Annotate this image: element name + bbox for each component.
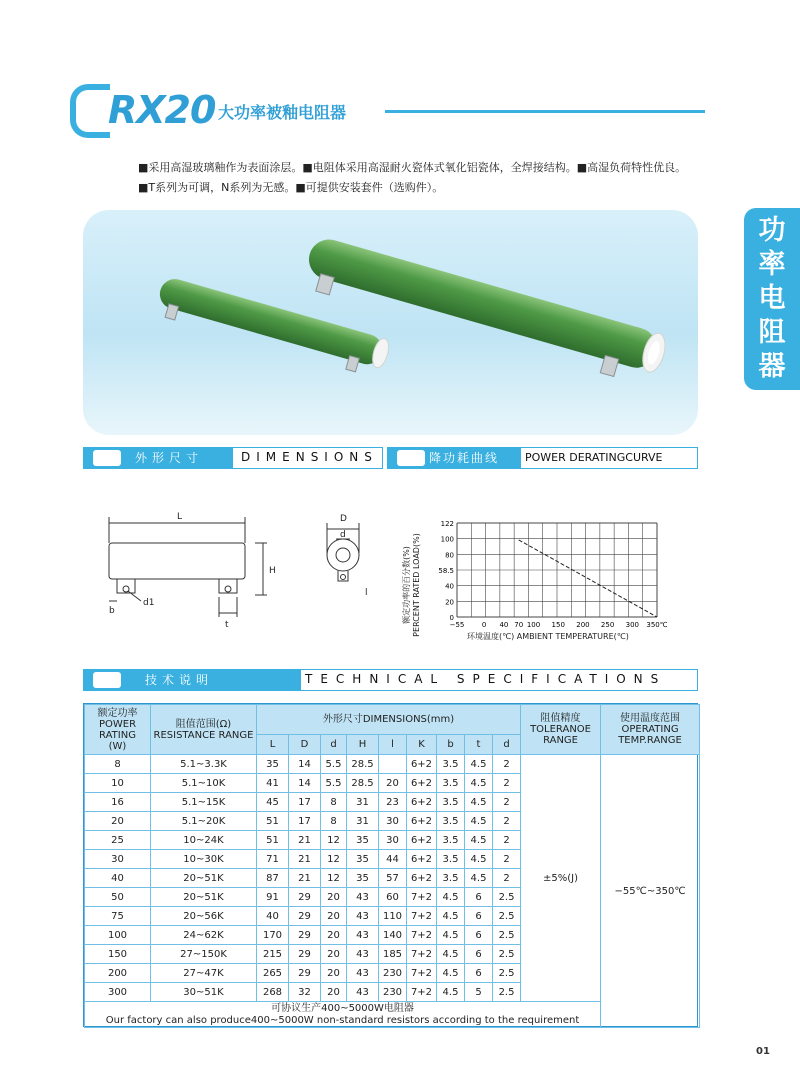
table-cell: 6 bbox=[465, 926, 493, 945]
chart-grid bbox=[457, 523, 657, 617]
table-cell: 230 bbox=[379, 964, 407, 983]
header-resistance: 阻值范围(Ω) RESISTANCE RANGE bbox=[151, 705, 257, 755]
table-cell: 20 bbox=[85, 812, 151, 831]
table-cell: 20 bbox=[321, 964, 347, 983]
header-dim-col: K bbox=[407, 735, 437, 755]
table-cell: 230 bbox=[379, 983, 407, 1002]
table-cell: 3.5 bbox=[437, 812, 465, 831]
section-marker bbox=[93, 450, 121, 466]
resistor-illustration bbox=[83, 210, 698, 435]
y-tick-label: 122 bbox=[440, 520, 454, 528]
header-dim-col: d bbox=[493, 735, 521, 755]
x-tick-label: 100 bbox=[526, 621, 541, 629]
derating-section-bar bbox=[387, 447, 698, 469]
table-cell: 5.1~15K bbox=[151, 793, 257, 812]
table-cell: 4.5 bbox=[465, 755, 493, 774]
table-cell: 12 bbox=[321, 869, 347, 888]
header-rule bbox=[385, 110, 705, 113]
table-note bbox=[85, 1002, 601, 1028]
table-cell: 6 bbox=[465, 964, 493, 983]
table-cell: 20 bbox=[321, 907, 347, 926]
x-tick-label: 250 bbox=[600, 621, 615, 629]
table-cell: 40 bbox=[85, 869, 151, 888]
chart-xlabel: 环境温度(℃) AMBIENT TEMPERATURE(℃) bbox=[467, 632, 629, 641]
table-cell: 10 bbox=[85, 774, 151, 793]
table-cell: 16 bbox=[85, 793, 151, 812]
label-L: L bbox=[177, 512, 183, 522]
table-cell: 4.5 bbox=[437, 964, 465, 983]
table-cell: 2 bbox=[493, 869, 521, 888]
section-marker bbox=[93, 672, 121, 688]
tolerance-value: ±5%(J) bbox=[521, 755, 601, 1002]
note-cn: 可协议生产400~5000W电阻器 bbox=[271, 1002, 414, 1014]
table-cell: 28.5 bbox=[347, 774, 379, 793]
table-cell: 6+2 bbox=[407, 831, 437, 850]
table-cell: 100 bbox=[85, 926, 151, 945]
table-cell: 20~51K bbox=[151, 869, 257, 888]
product-photo bbox=[83, 210, 698, 435]
table-cell: 3.5 bbox=[437, 774, 465, 793]
chart-y-ticks bbox=[438, 520, 454, 622]
header-temp: 使用温度范围 OPERATING TEMP.RANGE bbox=[601, 705, 700, 755]
side-tab-char: 功 bbox=[758, 215, 786, 246]
table-cell: 20 bbox=[321, 926, 347, 945]
table-cell: 5.5 bbox=[321, 774, 347, 793]
table-cell: 5.5 bbox=[321, 755, 347, 774]
table-cell: 14 bbox=[289, 755, 321, 774]
table-cell: 21 bbox=[289, 831, 321, 850]
chart-x-ticks bbox=[450, 621, 668, 629]
table-cell: 4.5 bbox=[465, 793, 493, 812]
y-tick-label: 0 bbox=[449, 614, 454, 622]
table-cell: 6+2 bbox=[407, 793, 437, 812]
derating-title-cn: 降功耗曲线 bbox=[429, 451, 500, 465]
side-tab-char: 电 bbox=[758, 283, 786, 314]
chart-series bbox=[519, 540, 657, 617]
table-cell: 31 bbox=[347, 812, 379, 831]
table-cell: 7+2 bbox=[407, 945, 437, 964]
header-dim-col: D bbox=[289, 735, 321, 755]
table-cell: 6+2 bbox=[407, 774, 437, 793]
table-cell: 2.5 bbox=[493, 945, 521, 964]
table-cell: 4.5 bbox=[437, 888, 465, 907]
table-cell: 2.5 bbox=[493, 926, 521, 945]
table-row bbox=[85, 755, 700, 774]
header-dim-col: t bbox=[465, 735, 493, 755]
table-cell: 2 bbox=[493, 774, 521, 793]
table-cell bbox=[379, 755, 407, 774]
table-cell: 4.5 bbox=[437, 945, 465, 964]
table-cell: 43 bbox=[347, 945, 379, 964]
side-tab-char: 率 bbox=[758, 249, 786, 280]
table-cell: 14 bbox=[289, 774, 321, 793]
table-cell: 4.5 bbox=[437, 926, 465, 945]
section-marker bbox=[397, 450, 425, 466]
table-cell: 3.5 bbox=[437, 869, 465, 888]
table-cell: 27~47K bbox=[151, 964, 257, 983]
table-cell: 2.5 bbox=[493, 888, 521, 907]
table-cell: 215 bbox=[257, 945, 289, 964]
dimensions-section-bar bbox=[83, 447, 383, 469]
table-cell: 265 bbox=[257, 964, 289, 983]
table-cell: 4.5 bbox=[465, 850, 493, 869]
table-cell: 20 bbox=[321, 888, 347, 907]
table-cell: 20 bbox=[321, 945, 347, 964]
resistor-side-view bbox=[109, 543, 245, 579]
table-cell: 40 bbox=[257, 907, 289, 926]
table-cell: 51 bbox=[257, 812, 289, 831]
table-cell: 20 bbox=[379, 774, 407, 793]
temp-range-value: −55℃~350℃ bbox=[601, 755, 700, 1028]
table-cell: 3.5 bbox=[437, 831, 465, 850]
x-tick-label: 0 bbox=[481, 621, 487, 629]
table-cell: 25 bbox=[85, 831, 151, 850]
table-cell: 2.5 bbox=[493, 983, 521, 1002]
y-tick-label: 40 bbox=[445, 582, 454, 591]
table-cell: 7+2 bbox=[407, 964, 437, 983]
table-cell: 23 bbox=[379, 793, 407, 812]
table-cell: 51 bbox=[257, 831, 289, 850]
side-tab-char: 器 bbox=[758, 351, 786, 382]
table-cell: 6+2 bbox=[407, 755, 437, 774]
y-tick-label: 58.5 bbox=[438, 567, 454, 575]
table-cell: 20 bbox=[321, 983, 347, 1002]
table-cell: 12 bbox=[321, 831, 347, 850]
table-cell: 29 bbox=[289, 964, 321, 983]
bullet-line-2: ■T系列为可调，N系列为无感。■可提供安装套件（选购件）。 bbox=[138, 181, 444, 194]
table-cell: 30~51K bbox=[151, 983, 257, 1002]
table-cell: 43 bbox=[347, 907, 379, 926]
table-cell: 4.5 bbox=[465, 774, 493, 793]
table-cell: 6+2 bbox=[407, 850, 437, 869]
y-tick-label: 80 bbox=[445, 551, 454, 560]
label-d: d bbox=[340, 530, 346, 540]
table-cell: 10~30K bbox=[151, 850, 257, 869]
header-dim-col: d bbox=[321, 735, 347, 755]
table-cell: 30 bbox=[379, 812, 407, 831]
table-cell: 4.5 bbox=[465, 812, 493, 831]
table-cell: 43 bbox=[347, 983, 379, 1002]
table-cell: 29 bbox=[289, 888, 321, 907]
table-cell: 2 bbox=[493, 831, 521, 850]
table-cell: 24~62K bbox=[151, 926, 257, 945]
table-cell: 8 bbox=[321, 812, 347, 831]
table-cell: 150 bbox=[85, 945, 151, 964]
label-b: b bbox=[109, 606, 115, 616]
side-tab-char: 阻 bbox=[758, 317, 786, 348]
table-cell: 31 bbox=[347, 793, 379, 812]
table-cell: 110 bbox=[379, 907, 407, 926]
header-dim-col: L bbox=[257, 735, 289, 755]
table-cell: 35 bbox=[347, 831, 379, 850]
table-cell: 200 bbox=[85, 964, 151, 983]
table-cell: 2 bbox=[493, 793, 521, 812]
spec-table bbox=[84, 704, 700, 1028]
header-dim-col: H bbox=[347, 735, 379, 755]
table-cell: 71 bbox=[257, 850, 289, 869]
table-cell: 45 bbox=[257, 793, 289, 812]
table-cell: 20~56K bbox=[151, 907, 257, 926]
table-cell: 43 bbox=[347, 926, 379, 945]
dimension-drawing bbox=[95, 505, 395, 630]
spec-table-frame bbox=[83, 703, 698, 1027]
table-cell: 20~51K bbox=[151, 888, 257, 907]
y-tick-label: 20 bbox=[445, 598, 454, 607]
table-cell: 21 bbox=[289, 869, 321, 888]
table-cell: 35 bbox=[257, 755, 289, 774]
table-cell: 8 bbox=[321, 793, 347, 812]
table-cell: 7+2 bbox=[407, 907, 437, 926]
table-cell: 3.5 bbox=[437, 793, 465, 812]
x-tick-label: −55 bbox=[449, 621, 465, 629]
header-dimensions: 外形尺寸DIMENSIONS(mm) bbox=[257, 705, 521, 735]
feature-bullets bbox=[138, 158, 686, 198]
dimensions-title-cn: 外形尺寸 bbox=[135, 451, 204, 465]
table-cell: 185 bbox=[379, 945, 407, 964]
label-t: t bbox=[225, 620, 229, 630]
label-l: l bbox=[365, 588, 368, 598]
derating-line bbox=[519, 540, 657, 617]
table-cell: 268 bbox=[257, 983, 289, 1002]
table-cell: 29 bbox=[289, 926, 321, 945]
table-cell: 10~24K bbox=[151, 831, 257, 850]
table-cell: 12 bbox=[321, 850, 347, 869]
table-cell: 7+2 bbox=[407, 926, 437, 945]
table-cell: 7+2 bbox=[407, 888, 437, 907]
x-tick-label: 200 bbox=[576, 621, 590, 629]
category-side-tab bbox=[744, 208, 800, 390]
table-cell: 29 bbox=[289, 945, 321, 964]
dimensions-title-en: DIMENSIONS bbox=[241, 450, 378, 464]
table-cell: 91 bbox=[257, 888, 289, 907]
table-cell: 2 bbox=[493, 850, 521, 869]
x-tick-label: 300 bbox=[625, 621, 639, 629]
specs-section-bar bbox=[83, 669, 698, 691]
table-cell: 6+2 bbox=[407, 869, 437, 888]
note-en: Our factory can also produce400~5000W non-standard resistors according to the requirement bbox=[105, 1014, 580, 1026]
table-cell: 5.1~10K bbox=[151, 774, 257, 793]
table-cell: 35 bbox=[347, 869, 379, 888]
table-cell: 3.5 bbox=[437, 850, 465, 869]
table-cell: 2 bbox=[493, 755, 521, 774]
table-cell: 21 bbox=[289, 850, 321, 869]
table-cell: 4.5 bbox=[437, 983, 465, 1002]
table-cell: 140 bbox=[379, 926, 407, 945]
derating-chart bbox=[402, 505, 695, 645]
chart-ylabel-en: PERCENT RATED LOAD(%) bbox=[412, 533, 421, 637]
table-cell: 5.1~20K bbox=[151, 812, 257, 831]
table-cell: 6 bbox=[465, 888, 493, 907]
label-d1: d1 bbox=[143, 598, 155, 608]
table-cell: 43 bbox=[347, 964, 379, 983]
table-cell: 44 bbox=[379, 850, 407, 869]
table-cell: 41 bbox=[257, 774, 289, 793]
table-cell: 4.5 bbox=[437, 907, 465, 926]
page-number: 01 bbox=[756, 1046, 770, 1057]
header-tolerance: 阻值精度 TOLERANOE RANGE bbox=[521, 705, 601, 755]
resistor-end-view bbox=[327, 539, 359, 571]
table-cell: 50 bbox=[85, 888, 151, 907]
table-cell: 27~150K bbox=[151, 945, 257, 964]
table-cell: 3.5 bbox=[437, 755, 465, 774]
product-title: 大功率被釉电阻器 bbox=[218, 103, 347, 122]
table-cell: 32 bbox=[289, 983, 321, 1002]
table-cell: 5.1~3.3K bbox=[151, 755, 257, 774]
header-dim-col: l bbox=[379, 735, 407, 755]
table-cell: 87 bbox=[257, 869, 289, 888]
label-H: H bbox=[269, 566, 276, 576]
table-cell: 4.5 bbox=[465, 831, 493, 850]
header-power: 额定功率 POWER RATING (W) bbox=[85, 705, 151, 755]
table-cell: 60 bbox=[379, 888, 407, 907]
table-cell: 28.5 bbox=[347, 755, 379, 774]
derating-title-en: POWER DERATINGCURVE bbox=[525, 451, 663, 464]
table-cell: 7+2 bbox=[407, 983, 437, 1002]
table-cell: 2.5 bbox=[493, 964, 521, 983]
table-cell: 5 bbox=[465, 983, 493, 1002]
table-cell: 30 bbox=[85, 850, 151, 869]
table-cell: 4.5 bbox=[465, 869, 493, 888]
table-cell: 6 bbox=[465, 945, 493, 964]
specs-title-cn: 技术说明 bbox=[145, 673, 214, 687]
table-cell: 75 bbox=[85, 907, 151, 926]
table-cell: 8 bbox=[85, 755, 151, 774]
header-bracket bbox=[70, 84, 110, 138]
table-cell: 2 bbox=[493, 812, 521, 831]
table-cell: 17 bbox=[289, 793, 321, 812]
specs-title-en: TECHNICAL SPECIFICATIONS bbox=[305, 672, 667, 686]
table-cell: 170 bbox=[257, 926, 289, 945]
table-cell: 300 bbox=[85, 983, 151, 1002]
chart-ylabel-cn: 额定功率的百分数(%) bbox=[402, 546, 411, 624]
x-tick-label: 350℃ bbox=[646, 621, 668, 629]
table-cell: 6 bbox=[465, 907, 493, 926]
table-cell: 43 bbox=[347, 888, 379, 907]
x-tick-label: 70 bbox=[514, 621, 524, 629]
table-cell: 17 bbox=[289, 812, 321, 831]
table-cell: 6+2 bbox=[407, 812, 437, 831]
y-tick-label: 100 bbox=[440, 535, 454, 544]
table-cell: 57 bbox=[379, 869, 407, 888]
header-dim-col: b bbox=[437, 735, 465, 755]
label-D: D bbox=[340, 514, 347, 524]
table-cell: 2.5 bbox=[493, 907, 521, 926]
bullet-line-1: ■采用高湿玻璃釉作为表面涂层。■电阻体采用高湿耐火瓷体式氧化铝瓷体，全焊接结构。■高湿负荷特性优良。 bbox=[138, 161, 687, 174]
model-name: RX20 bbox=[108, 88, 216, 132]
x-tick-label: 150 bbox=[551, 621, 565, 629]
table-cell: 29 bbox=[289, 907, 321, 926]
table-cell: 30 bbox=[379, 831, 407, 850]
x-tick-label: 40 bbox=[499, 621, 509, 629]
table-cell: 35 bbox=[347, 850, 379, 869]
